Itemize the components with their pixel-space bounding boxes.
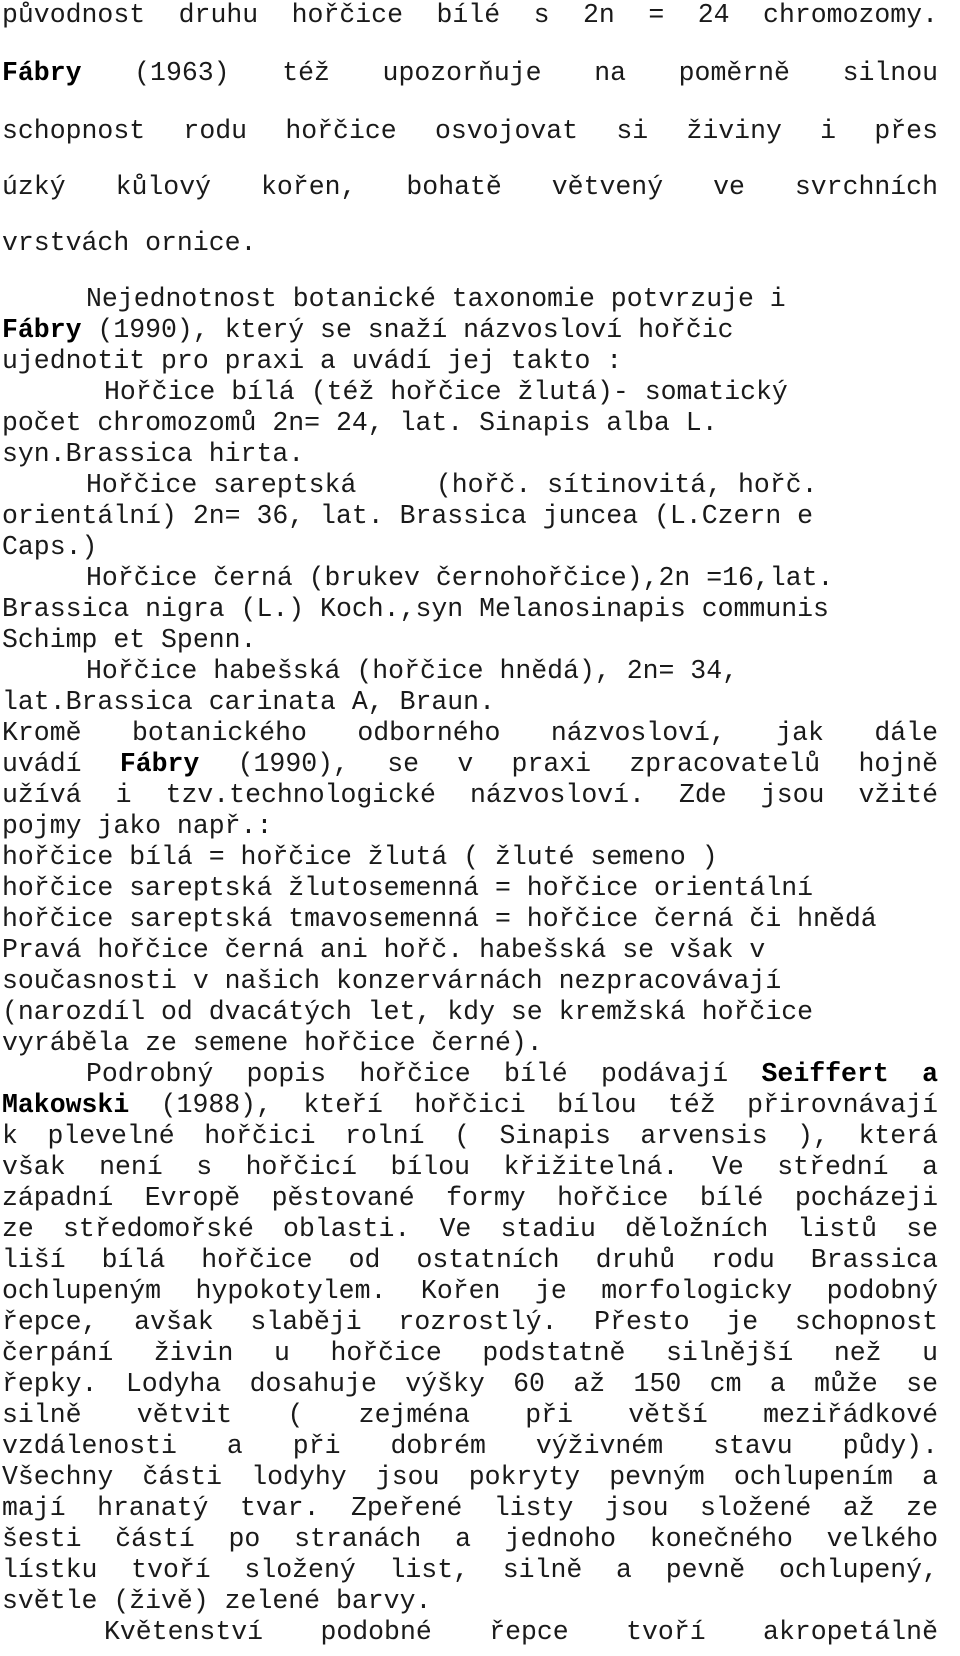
equivalence-3: hořčice sareptská tmavosemenná = hořčice černá či hnědá	[2, 904, 877, 934]
p1-line3: schopnost rodu hořčice osvojovat si živiny i přes	[2, 116, 938, 146]
p5-line2-text: (1988), kteří hořčici bílou též přirovnávají	[129, 1090, 938, 1120]
author-fabry: Fábry	[2, 315, 82, 345]
p5-line: lístku tvoří složený list, silně a pevně ochlupený,	[2, 1555, 938, 1585]
p4-line2: současnosti v našich konzervárnách nezpracovávají	[2, 966, 782, 996]
p3-line3: užívá i tzv.technologické názvosloví. Zde jsou vžité	[2, 780, 938, 810]
p4-line1: Pravá hořčice černá ani hořč. habešská se však v	[2, 935, 766, 965]
species-3-line3: Schimp et Spenn.	[2, 625, 257, 655]
p4-line4: vyráběla ze semene hořčice černé).	[2, 1028, 543, 1058]
p1-line5: vrstvách ornice.	[2, 228, 257, 258]
p5-line: čerpání živin u hořčice podstatně silnější než u	[2, 1338, 938, 1368]
p5-line: vzdálenosti a při dobrém výživném stavu půdy).	[2, 1431, 938, 1461]
p2-line3: ujednotit pro praxi a uvádí jej takto :	[2, 346, 623, 376]
species-3-line2: Brassica nigra (L.) Koch.,syn Melanosinapis communis	[2, 594, 829, 624]
p1-line2	[2, 58, 938, 88]
p4-line3: (narozdíl od dvacátých let, kdy se kremžská hořčice	[2, 997, 814, 1027]
p5-line: šesti částí po stranách a jednoho konečného velkého	[2, 1524, 938, 1554]
p5-line: řepce, avšak slaběji rozrostlý. Přesto je schopnost	[2, 1307, 938, 1337]
p6-line1: Květenství podobné řepce tvoří akropetálně	[104, 1617, 938, 1647]
p5-line: k plevelné hořčici rolní ( Sinapis arvensis ), která	[2, 1121, 938, 1151]
species-2-line1: Hořčice sareptská (hořč. sítinovitá, hořč.	[86, 470, 818, 500]
p5-line: mají hranatý tvar. Zpeřené listy jsou složené až ze	[2, 1493, 938, 1523]
p5-line: však není s hořčicí bílou křižitelná. Ve střední a	[2, 1152, 938, 1182]
p1-line4: úzký kůlový kořen, bohatě větvený ve svrchních	[2, 172, 938, 202]
species-1-line1: Hořčice bílá (též hořčice žlutá)- somatický	[104, 377, 788, 407]
species-4-line2: lat.Brassica carinata A, Braun.	[2, 687, 495, 717]
p3-line2-text: (1990), se v praxi zpracovatelů hojně	[199, 749, 938, 779]
species-2-line2: orientální) 2n= 36, lat. Brassica juncea (L.Czern e	[2, 501, 814, 531]
p5-line1	[2, 1059, 938, 1089]
p5-line: Všechny části lodyhy jsou pokryty pevným ochlupením a	[2, 1462, 938, 1492]
p5-line: ze středomořské oblasti. Ve stadiu děložních listů se	[2, 1214, 938, 1244]
p2-line2	[2, 315, 938, 345]
species-2-line3: Caps.)	[2, 532, 98, 562]
p3-line2-pre: uvádí	[2, 749, 120, 779]
equivalence-1: hořčice bílá = hořčice žlutá ( žluté semeno )	[2, 842, 718, 872]
species-3-line1: Hořčice černá (brukev černohořčice),2n =16,lat.	[86, 563, 834, 593]
species-4-line1: Hořčice habešská (hořčice hnědá), 2n= 34,	[86, 656, 739, 686]
p2-line1: Nejednotnost botanické taxonomie potvrzuje i	[86, 284, 786, 314]
author-fabry: Fábry	[119, 749, 200, 779]
p1-line2-text: (1963) též upozorňuje na poměrně silnou	[134, 58, 939, 88]
p1-line1: původnost druhu hořčice bílé s 2n = 24 chromozomy.	[2, 0, 938, 30]
authors-seiffert: Seiffert a	[761, 1059, 938, 1089]
p5-line2	[2, 1090, 938, 1120]
p3-line1: Kromě botanického odborného názvosloví, jak dále	[2, 718, 938, 748]
species-1-line3: syn.Brassica hirta.	[2, 439, 305, 469]
p5-line: řepky. Lodyha dosahuje výšky 60 až 150 cm a může se	[2, 1369, 938, 1399]
p5-line: silně větvit ( zejména při větší meziřádkové	[2, 1400, 938, 1430]
authors-makowski: Makowski	[2, 1090, 130, 1120]
p3-line2	[2, 749, 938, 779]
p5-line1-text: Podrobný popis hořčice bílé podávají	[86, 1059, 762, 1089]
p5-line-last: světle (živě) zelené barvy.	[2, 1586, 432, 1616]
p5-line: ochlupeným hypokotylem. Kořen je morfologicky podobný	[2, 1276, 938, 1306]
p5-line: západní Evropě pěstované formy hořčice bílé pocházeji	[2, 1183, 938, 1213]
p2-line2-text: (1990), který se snaží názvosloví hořčic	[81, 315, 734, 345]
p3-line4: pojmy jako např.:	[2, 811, 273, 841]
equivalence-2: hořčice sareptská žlutosemenná = hořčice orientální	[2, 873, 814, 903]
species-1-line2: počet chromozomů 2n= 24, lat. Sinapis alba L.	[2, 408, 718, 438]
p5-line: liší bílá hořčice od ostatních druhů rodu Brassica	[2, 1245, 938, 1275]
author-fabry: Fábry	[2, 58, 82, 88]
